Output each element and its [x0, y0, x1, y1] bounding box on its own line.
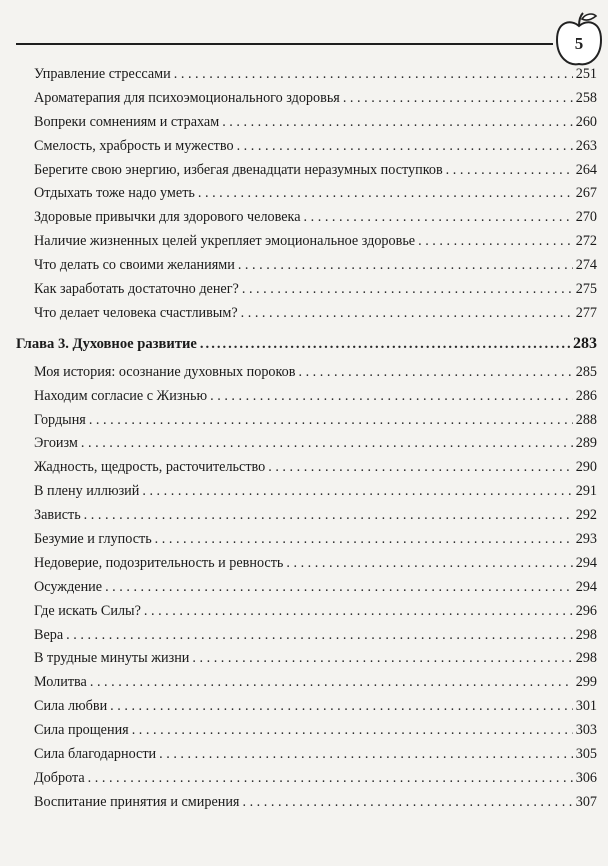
- dot-leader: [142, 483, 572, 500]
- toc-entry[interactable]: [0, 114, 608, 138]
- toc-entry[interactable]: [0, 209, 608, 233]
- entry-page: 286: [575, 387, 597, 404]
- entry-title: Управление стрессами: [34, 66, 171, 82]
- entry-page: 289: [575, 435, 597, 452]
- toc-entry[interactable]: [0, 507, 608, 531]
- chapter-page: 283: [573, 334, 597, 352]
- toc-entry[interactable]: [0, 627, 608, 651]
- table-of-contents: [0, 66, 608, 818]
- dot-leader: [286, 555, 572, 572]
- entry-title: Эгоизм: [34, 435, 78, 452]
- entry-title: Берегите свою энергию, избегая двенадцати неразумных поступков: [34, 161, 443, 178]
- entry-title: Как заработать достаточно денег?: [34, 281, 239, 298]
- toc-entry[interactable]: [0, 770, 608, 794]
- dot-leader: [88, 770, 573, 787]
- entry-page: 275: [575, 281, 597, 298]
- entry-title: Осуждение: [34, 578, 103, 595]
- entry-title: Что делать со своими желаниями: [34, 257, 235, 274]
- dot-leader: [144, 603, 573, 620]
- dot-leader: [192, 650, 572, 667]
- toc-entry[interactable]: [0, 674, 608, 698]
- entry-title: Вопреки сомнениям и страхам: [34, 113, 220, 130]
- entry-page: 294: [575, 554, 597, 571]
- entry-title: Воспитание принятия и смирения: [34, 793, 240, 810]
- entry-title: Где искать Силы?: [34, 602, 141, 619]
- entry-page: 272: [575, 233, 597, 250]
- entry-page: 264: [575, 161, 597, 178]
- entry-title: Жадность, щедрость, расточительство: [34, 459, 266, 476]
- toc-entry[interactable]: [0, 722, 608, 746]
- dot-leader: [200, 336, 570, 353]
- toc-entry[interactable]: [0, 794, 608, 818]
- entry-title: Недоверие, подозрительность и ревность: [34, 554, 284, 571]
- entry-page: 285: [575, 363, 597, 380]
- entry-title: Отдыхать тоже надо уметь: [34, 185, 195, 202]
- entry-page: 298: [575, 626, 597, 643]
- entry-page: 270: [575, 209, 597, 226]
- entry-page: 260: [575, 113, 597, 130]
- entry-title: Зависть: [34, 507, 81, 524]
- dot-leader: [298, 364, 572, 381]
- toc-entry[interactable]: [0, 650, 608, 674]
- toc-entry[interactable]: [0, 90, 608, 114]
- toc-entry[interactable]: [0, 281, 608, 305]
- entry-title: Находим согласие с Жизнью: [34, 387, 208, 404]
- entry-page: 263: [575, 137, 597, 154]
- entry-title: Доброта: [34, 769, 85, 786]
- toc-entry[interactable]: [0, 66, 608, 90]
- toc-entry[interactable]: [0, 531, 608, 555]
- entry-page: 258: [575, 89, 597, 106]
- entry-title: Сила прощения: [34, 722, 129, 739]
- dot-leader: [81, 435, 573, 452]
- toc-entry[interactable]: [0, 579, 608, 603]
- entry-page: 290: [575, 459, 597, 476]
- entry-page: 299: [575, 674, 597, 691]
- toc-entry[interactable]: [0, 305, 608, 329]
- entry-title: Сила любви: [34, 698, 108, 715]
- chapter-heading[interactable]: [0, 335, 608, 360]
- dot-leader: [105, 579, 573, 596]
- entry-page: 298: [575, 650, 597, 667]
- entry-page: 307: [575, 793, 597, 810]
- entry-page: 305: [575, 746, 597, 763]
- dot-leader: [222, 114, 573, 131]
- entry-page: 288: [575, 411, 597, 428]
- toc-entry[interactable]: [0, 459, 608, 483]
- toc-entry[interactable]: [0, 185, 608, 209]
- entry-title: Безумие и глупость: [34, 531, 152, 548]
- entry-title: Молитва: [34, 674, 87, 691]
- entry-title: Наличие жизненных целей укрепляет эмоциональное здоровье: [34, 233, 416, 250]
- chapter-title: Глава 3. Духовное развитие: [16, 335, 197, 352]
- toc-entry[interactable]: [0, 555, 608, 579]
- dot-leader: [110, 698, 573, 715]
- dot-leader: [446, 162, 573, 179]
- entry-title: Сила благодарности: [34, 746, 157, 763]
- entry-title: Моя история: осознание духовных пороков: [34, 363, 296, 380]
- toc-entry[interactable]: [0, 483, 608, 507]
- dot-leader: [84, 507, 573, 524]
- toc-entry[interactable]: [0, 746, 608, 770]
- entry-title: В плену иллюзий: [34, 483, 140, 500]
- entry-page: 277: [575, 304, 597, 321]
- toc-entry[interactable]: [0, 603, 608, 627]
- dot-leader: [242, 794, 572, 811]
- dot-leader: [174, 66, 573, 83]
- entry-page: 292: [575, 507, 597, 524]
- toc-entry[interactable]: [0, 257, 608, 281]
- dot-leader: [242, 281, 573, 298]
- toc-entry[interactable]: [0, 162, 608, 186]
- entry-page: 267: [575, 185, 597, 202]
- page-number: 5: [574, 34, 584, 53]
- toc-entry[interactable]: [0, 364, 608, 388]
- dot-leader: [268, 459, 572, 476]
- entry-page: 294: [575, 578, 597, 595]
- dot-leader: [418, 233, 573, 250]
- entry-page: 306: [575, 769, 597, 786]
- entry-title: Ароматерапия для психоэмоционального здоровья: [34, 89, 340, 106]
- dot-leader: [159, 746, 573, 763]
- dot-leader: [241, 305, 573, 322]
- toc-entry[interactable]: [0, 698, 608, 722]
- entry-title: Вера: [34, 626, 64, 643]
- entry-page: 301: [575, 698, 597, 715]
- entry-title: Здоровые привычки для здорового человека: [34, 209, 301, 226]
- entry-title: Смелость, храбрость и мужество: [34, 137, 234, 154]
- entry-page: 303: [575, 722, 597, 739]
- entry-title: Гордыня: [34, 411, 86, 428]
- dot-leader: [155, 531, 573, 548]
- dot-leader: [132, 722, 573, 739]
- dot-leader: [237, 138, 573, 155]
- dot-leader: [66, 627, 573, 644]
- dot-leader: [89, 412, 573, 429]
- entry-title: Что делает человека счастливым?: [34, 304, 238, 321]
- header-rule: [16, 43, 553, 45]
- toc-entry[interactable]: [0, 233, 608, 257]
- toc-entry[interactable]: [0, 435, 608, 459]
- entry-page: 293: [575, 531, 597, 548]
- dot-leader: [238, 257, 573, 274]
- dot-leader: [198, 185, 573, 202]
- dot-leader: [210, 388, 573, 405]
- dot-leader: [90, 674, 573, 691]
- entry-page: 274: [575, 257, 597, 274]
- toc-entry[interactable]: [0, 138, 608, 162]
- entry-page: 251: [575, 66, 597, 82]
- entry-title: В трудные минуты жизни: [34, 650, 190, 667]
- toc-entry[interactable]: [0, 412, 608, 436]
- entry-page: 291: [575, 483, 597, 500]
- entry-page: 296: [575, 602, 597, 619]
- dot-leader: [343, 90, 573, 107]
- dot-leader: [304, 209, 573, 226]
- toc-entry[interactable]: [0, 388, 608, 412]
